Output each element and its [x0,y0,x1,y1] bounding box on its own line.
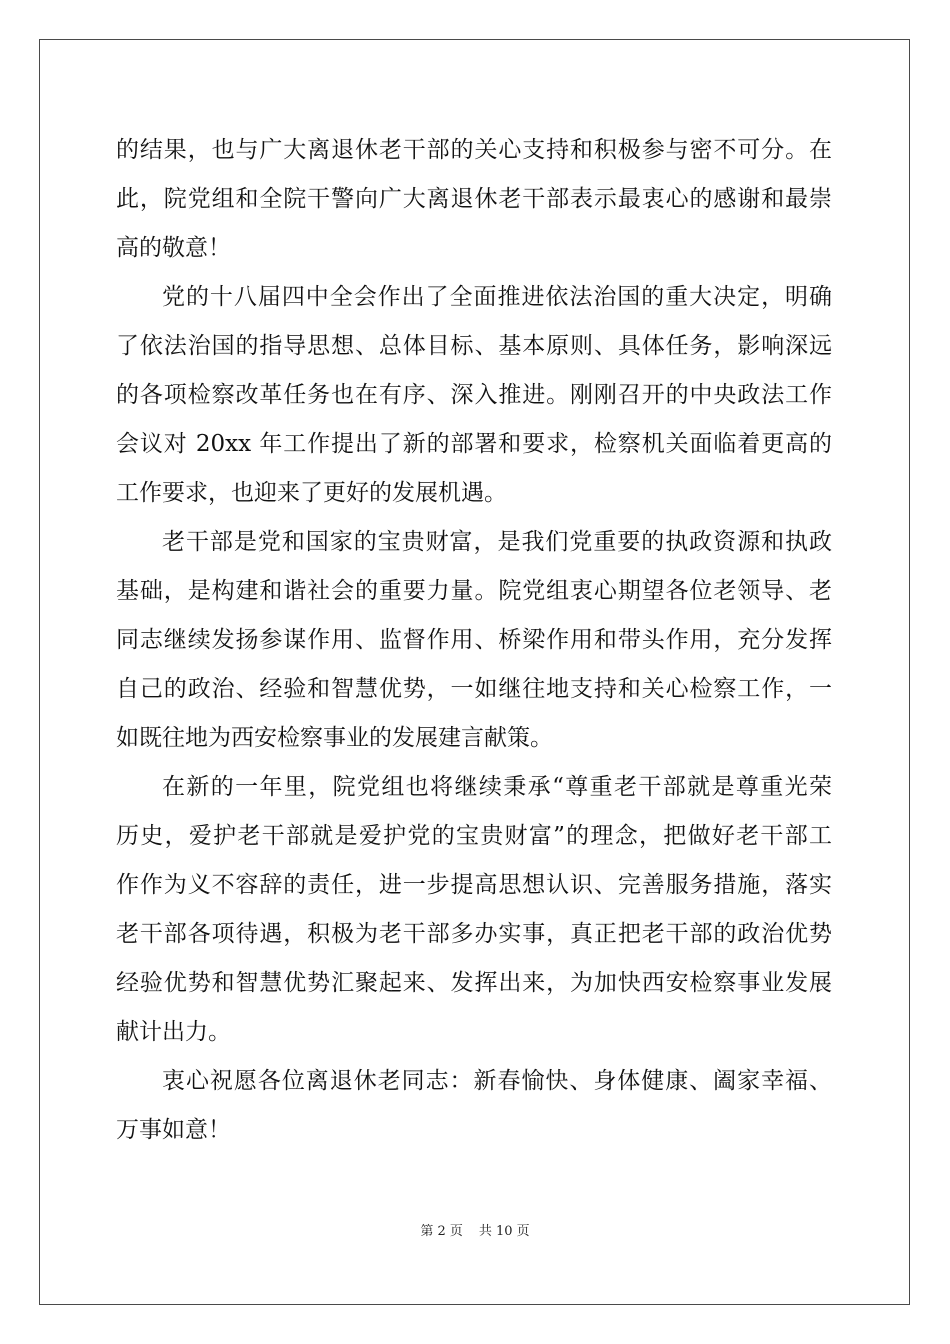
text-line: 老干部是党和国家的宝贵财富，是我们党重要的执政资源和执政 [162,529,832,555]
text-line: 万事如意！ [116,1117,231,1143]
text-line: 此，院党组和全院干警向广大离退休老干部表示最衷心的感谢和最崇 [116,186,832,212]
page-number: 第 2 页 [420,1224,463,1239]
text-line: 历史，爱护老干部就是爱护党的宝贵财富”的理念，把做好老干部工 [116,823,832,849]
text-line: 献计出力。 [116,1019,231,1045]
page-footer [0,1220,950,1239]
paragraph [116,126,832,273]
text-line: 如既往地为西安检察事业的发展建言献策。 [116,725,553,751]
document-body [116,126,832,1155]
text-line: 自己的政治、经验和智慧优势，一如继往地支持和关心检察工作，一 [116,676,832,702]
text-line: 基础，是构建和谐社会的重要力量。院党组衷心期望各位老领导、老 [116,578,832,604]
text-line: 会议对 20xx 年工作提出了新的部署和要求，检察机关面临着更高的 [116,431,832,457]
text-line: 的结果，也与广大离退休老干部的关心支持和积极参与密不可分。在 [116,137,832,163]
text-line: 同志继续发扬参谋作用、监督作用、桥梁作用和带头作用，充分发挥 [116,627,832,653]
text-line: 老干部各项待遇，积极为老干部多办实事，真正把老干部的政治优势 [116,921,832,947]
paragraph [116,763,832,1057]
text-line: 在新的一年里，院党组也将继续秉承“尊重老干部就是尊重光荣 [162,774,832,800]
text-line: 党的十八届四中全会作出了全面推进依法治国的重大决定，明确 [162,284,832,310]
paragraph [116,518,832,763]
text-line: 了依法治国的指导思想、总体目标、基本原则、具体任务，影响深远 [116,333,832,359]
text-line: 高的敬意！ [116,235,231,261]
text-line: 经验优势和智慧优势汇聚起来、发挥出来，为加快西安检察事业发展 [116,970,832,996]
text-line: 的各项检察改革任务也在有序、深入推进。刚刚召开的中央政法工作 [116,382,832,408]
paragraph [116,1057,832,1155]
paragraph [116,273,832,518]
text-line: 作作为义不容辞的责任，进一步提高思想认识、完善服务措施，落实 [116,872,832,898]
page-total: 共 10 页 [478,1224,530,1239]
text-line: 工作要求，也迎来了更好的发展机遇。 [116,480,507,506]
text-line: 衷心祝愿各位离退休老同志：新春愉快、身体健康、阖家幸福、 [162,1068,832,1094]
